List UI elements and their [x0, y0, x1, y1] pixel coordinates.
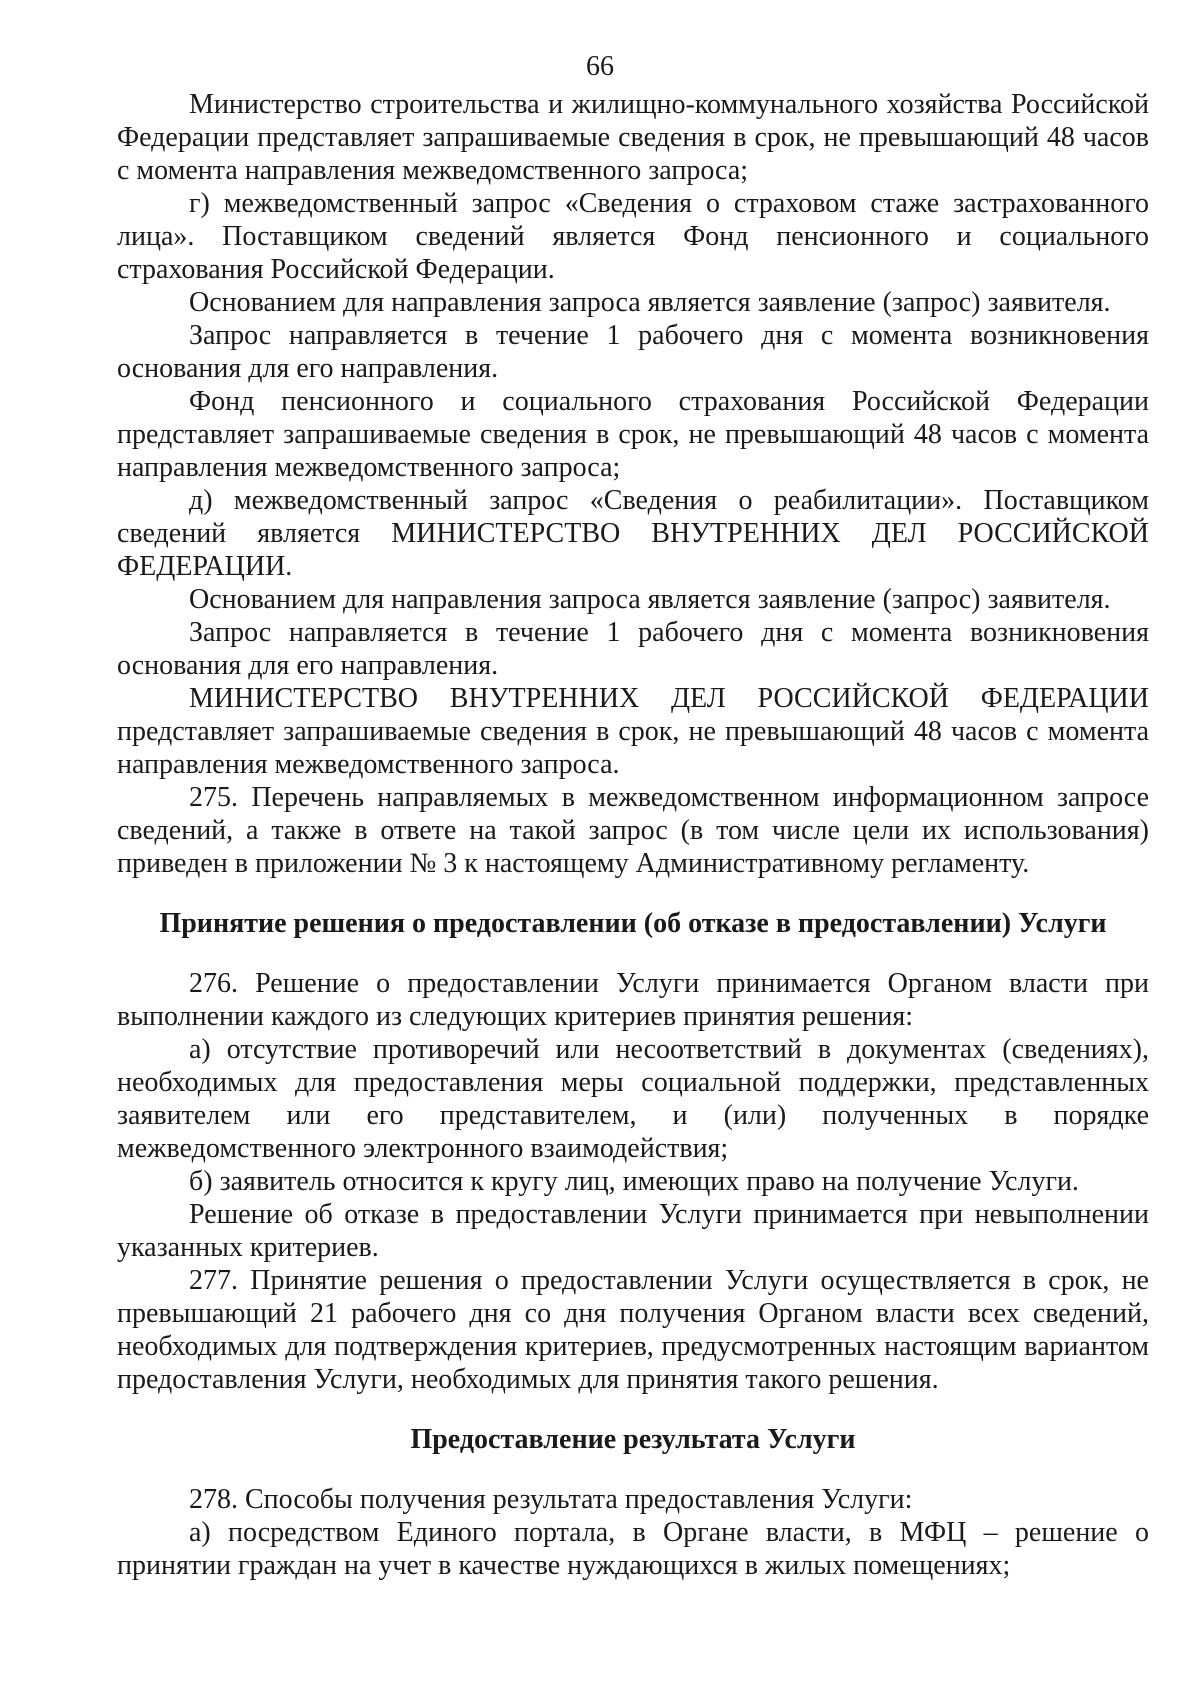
section-heading-decision: Принятие решения о предоставлении (об отказе в предоставлении) Услуги [159, 908, 1107, 939]
paragraph: 278. Способы получения результата предоставления Услуги: [189, 1484, 913, 1515]
paragraph: Запрос направляется в течение 1 рабочего дня с момента возникновения основания для его направления. [117, 320, 1149, 384]
document-body [117, 88, 1149, 1582]
paragraph: б) заявитель относится к кругу лиц, имеющих право на получение Услуги. [189, 1166, 1079, 1197]
paragraph: Решение об отказе в предоставлении Услуги принимается при невыполнении указанных критериев. [117, 1199, 1149, 1263]
paragraph: Запрос направляется в течение 1 рабочего дня с момента возникновения основания для его направления. [117, 617, 1149, 681]
paragraph: д) межведомственный запрос «Сведения о реабилитации». Поставщиком сведений является МИНИСТЕРСТВО ВНУТРЕННИХ ДЕЛ РОССИЙСКОЙ ФЕДЕРАЦИИ. [117, 485, 1149, 582]
paragraph: 276. Решение о предоставлении Услуги принимается Органом власти при выполнении каждого из следующих критериев принятия решения: [117, 968, 1149, 1032]
paragraph: а) отсутствие противоречий или несоответствий в документах (сведениях), необходимых для предоставления меры социальной поддержки, представленных заявителем или его представителем, и (или) полученных в порядке межведомственного электронного взаимодействия; [117, 1034, 1149, 1164]
paragraph: Основанием для направления запроса является заявление (запрос) заявителя. [189, 287, 1111, 318]
paragraph: г) межведомственный запрос «Сведения о страховом стаже застрахованного лица». Поставщиком сведений является Фонд пенсионного и социального страхования Российской Федерации. [117, 188, 1149, 285]
paragraph: МИНИСТЕРСТВО ВНУТРЕННИХ ДЕЛ РОССИЙСКОЙ ФЕДЕРАЦИИ представляет запрашиваемые сведения в срок, не превышающий 48 часов с момента направления межведомственного запроса. [117, 683, 1149, 780]
page-number: 66 [586, 51, 614, 82]
paragraph: Основанием для направления запроса является заявление (запрос) заявителя. [189, 584, 1111, 615]
section-heading-result: Предоставление результата Услуги [410, 1424, 856, 1455]
paragraph: 277. Принятие решения о предоставлении Услуги осуществляется в срок, не превышающий 21 рабочего дня со дня получения Органом власти всех сведений, необходимых для подтверждения критериев, предусмотренных настоящим вариантом предоставления Услуги, необходимых для принятия такого решения. [117, 1265, 1149, 1395]
paragraph: 275. Перечень направляемых в межведомственном информационном запросе сведений, а также в ответе на такой запрос (в том числе цели их использования) приведен в приложении № 3 к настоящему Административному регламенту. [117, 782, 1149, 879]
paragraph: Фонд пенсионного и социального страхования Российской Федерации представляет запрашиваемые сведения в срок, не превышающий 48 часов с момента направления межведомственного запроса; [117, 386, 1149, 483]
paragraph: Министерство строительства и жилищно-коммунального хозяйства Российской Федерации представляет запрашиваемые сведения в срок, не превышающий 48 часов с момента направления межведомственного запроса; [117, 89, 1149, 186]
paragraph: а) посредством Единого портала, в Органе власти, в МФЦ – решение о принятии граждан на учет в качестве нуждающихся в жилых помещениях; [117, 1517, 1149, 1581]
